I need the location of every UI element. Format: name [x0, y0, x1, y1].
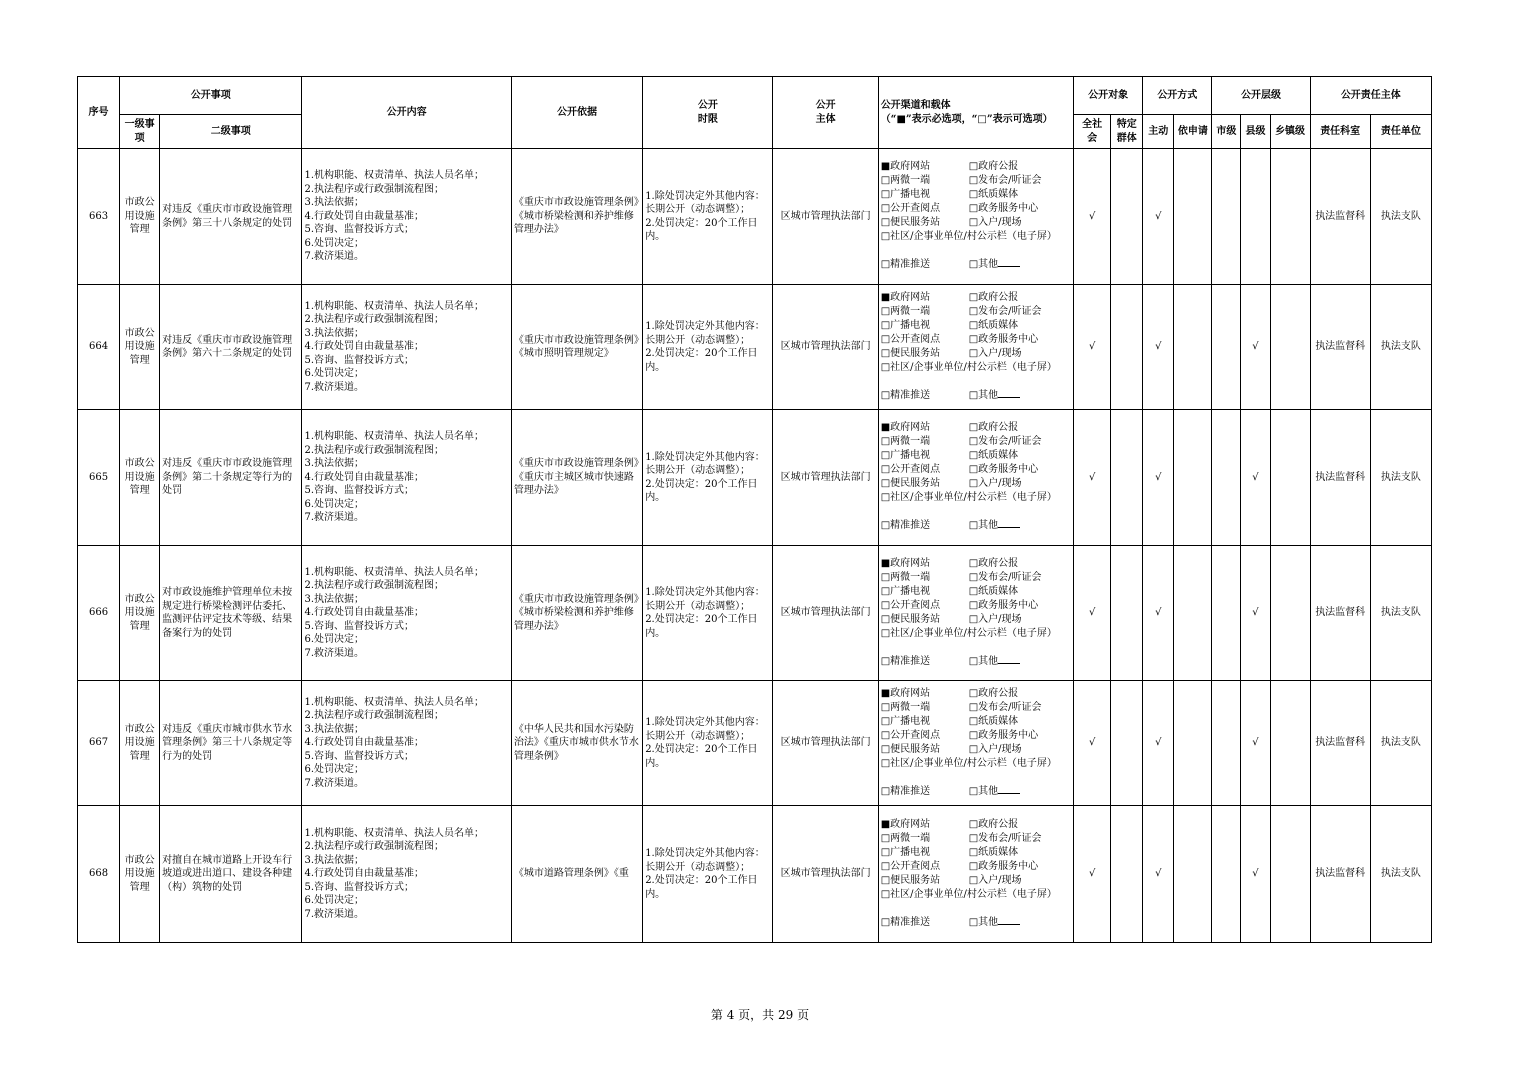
header-subject: 公开 主体 — [773, 77, 878, 149]
row-resp-dept: 执法监督科 — [1310, 806, 1370, 943]
page-footer: 第 4 页，共 29 页 — [710, 1008, 810, 1022]
row-seq: 667 — [78, 681, 120, 806]
content-item: 2.执法程序或行政强制流程图； — [304, 580, 444, 592]
channel-other-label: □其他 — [968, 785, 999, 797]
row-resp-dept: 执法监督科 — [1310, 285, 1370, 410]
row-content — [302, 410, 511, 546]
channel-door: □入户/现场 — [968, 478, 1022, 489]
row-period: 1.除处罚决定外其他内容：长期公开（动态调整）； 2.处罚决定：20个工作日内。 — [643, 410, 773, 546]
content-item: 6.处罚决定； — [304, 368, 364, 380]
channel-service-center: □政务服务中心 — [968, 333, 1039, 345]
content-item: 5.咨询、监督投诉方式； — [304, 224, 414, 236]
header-resp-unit: 责任单位 — [1370, 115, 1431, 149]
row-content — [302, 546, 511, 681]
channel-other-label: □其他 — [968, 916, 999, 928]
channel-gov-gazette: □政府公报 — [968, 687, 1019, 699]
header-target: 公开对象 — [1074, 77, 1143, 115]
row-level-county: √ — [1241, 546, 1270, 681]
channel-paper: □纸质媒体 — [968, 715, 1019, 727]
channel-gov-gazette: □政府公报 — [968, 161, 1019, 172]
content-item: 1.机构职能、权责清单、执法人员名单； — [304, 170, 484, 182]
channel-two-micro: □两微一端 — [880, 701, 931, 713]
channel-community: □社区/企事业单位/村公示栏（电子屏） — [880, 627, 1057, 639]
row-period: 1.除处罚决定外其他内容：长期公开（动态调整）； 2.处罚决定：20个工作日内。 — [643, 546, 773, 681]
row-level-town — [1270, 149, 1310, 285]
channel-other-label: □其他 — [968, 259, 999, 270]
channel-reading-point: □公开查阅点 — [880, 729, 941, 741]
row-content — [302, 806, 511, 943]
channel-gov-site: ■政府网站 — [880, 291, 931, 303]
channel-gov-site: ■政府网站 — [880, 422, 931, 433]
content-item: 5.咨询、监督投诉方式； — [304, 354, 414, 366]
row-subject: 区城市管理执法部门 — [773, 546, 878, 681]
row-level-city — [1212, 149, 1241, 285]
channel-gov-gazette: □政府公报 — [968, 818, 1019, 830]
channel-community: □社区/企事业单位/村公示栏（电子屏） — [880, 492, 1057, 503]
row-resp-unit: 执法支队 — [1370, 285, 1431, 410]
row-level1: 市政公用设施管理 — [120, 546, 160, 681]
channel-service-station: □便民服务站 — [880, 743, 941, 755]
row-target-all: √ — [1074, 410, 1111, 546]
content-item: 3.执法依据； — [304, 593, 364, 605]
row-level-city — [1212, 806, 1241, 943]
channel-precise: □精准推送 — [880, 655, 931, 667]
row-target-all: √ — [1074, 149, 1111, 285]
channel-two-micro: □两微一端 — [880, 571, 931, 583]
row-level1: 市政公用设施管理 — [120, 410, 160, 546]
channel-service-center: □政务服务中心 — [968, 729, 1039, 741]
row-target-group — [1111, 410, 1143, 546]
row-basis: 《重庆市市政设施管理条例》《城市桥梁检测和养护维修管理办法》 — [511, 546, 642, 681]
channel-broadcast: □广播电视 — [880, 189, 931, 200]
row-level-county: √ — [1241, 285, 1270, 410]
channel-service-center: □政务服务中心 — [968, 464, 1039, 475]
channel-service-station: □便民服务站 — [880, 478, 941, 489]
row-level2: 对违反《重庆市市政设施管理条例》第三十八条规定的处罚 — [160, 149, 302, 285]
row-channels — [878, 149, 1073, 285]
content-item: 6.处罚决定； — [304, 764, 364, 776]
row-target-all: √ — [1074, 546, 1111, 681]
channel-precise: □精准推送 — [880, 785, 931, 797]
row-resp-dept: 执法监督科 — [1310, 546, 1370, 681]
content-item: 2.执法程序或行政强制流程图； — [304, 710, 444, 722]
row-channels — [878, 410, 1073, 546]
row-subject: 区城市管理执法部门 — [773, 410, 878, 546]
row-level-town — [1270, 410, 1310, 546]
row-mode-active: √ — [1143, 149, 1174, 285]
row-mode-apply — [1174, 806, 1212, 943]
row-resp-unit: 执法支队 — [1370, 681, 1431, 806]
channel-other — [969, 916, 1020, 930]
row-level-city — [1212, 285, 1241, 410]
header-level1: 一级事项 — [120, 115, 160, 149]
header-channel: 公开渠道和载体 （“■”表示必选项，“□”表示可选项） — [878, 77, 1073, 149]
content-item: 1.机构职能、权责清单、执法人员名单； — [304, 431, 484, 443]
channel-gov-site: ■政府网站 — [880, 818, 931, 830]
row-subject: 区城市管理执法部门 — [773, 149, 878, 285]
disclosure-table — [77, 76, 1432, 943]
channel-door: □入户/现场 — [968, 874, 1022, 886]
row-basis: 《重庆市市政设施管理条例》《重庆市主城区城市快速路管理办法》 — [511, 410, 642, 546]
channel-broadcast: □广播电视 — [880, 585, 931, 597]
channel-door: □入户/现场 — [968, 217, 1022, 228]
content-item: 5.咨询、监督投诉方式； — [304, 620, 414, 632]
row-level-county: √ — [1241, 681, 1270, 806]
channel-two-micro: □两微一端 — [880, 436, 931, 447]
channel-gov-gazette: □政府公报 — [968, 291, 1019, 303]
row-target-group — [1111, 546, 1143, 681]
row-basis: 《重庆市市政设施管理条例》《城市照明管理规定》 — [511, 285, 642, 410]
table-row — [78, 681, 1432, 806]
channel-broadcast: □广播电视 — [880, 846, 931, 858]
row-mode-apply — [1174, 410, 1212, 546]
row-subject: 区城市管理执法部门 — [773, 285, 878, 410]
content-item: 7.救济渠道。 — [304, 251, 364, 263]
header-mode-active: 主动 — [1143, 115, 1174, 149]
row-level-county: √ — [1241, 806, 1270, 943]
row-level-town — [1270, 546, 1310, 681]
channel-two-micro: □两微一端 — [880, 175, 931, 186]
row-channels — [878, 546, 1073, 681]
channel-reading-point: □公开查阅点 — [880, 860, 941, 872]
channel-precise: □精准推送 — [880, 916, 931, 928]
row-resp-dept: 执法监督科 — [1310, 149, 1370, 285]
channel-press: □发布会/听证会 — [968, 175, 1042, 186]
row-target-group — [1111, 806, 1143, 943]
channel-press: □发布会/听证会 — [968, 571, 1042, 583]
row-level-county: √ — [1241, 410, 1270, 546]
row-target-group — [1111, 149, 1143, 285]
row-level1: 市政公用设施管理 — [120, 149, 160, 285]
table-row — [78, 149, 1432, 285]
content-item: 5.咨询、监督投诉方式； — [304, 750, 414, 762]
content-item: 1.机构职能、权责清单、执法人员名单； — [304, 300, 484, 312]
content-item: 6.处罚决定； — [304, 237, 364, 249]
header-level2: 二级事项 — [160, 115, 302, 149]
channel-door: □入户/现场 — [968, 347, 1022, 359]
content-item: 3.执法依据； — [304, 458, 364, 470]
channel-precise: □精准推送 — [880, 520, 931, 531]
channel-two-micro: □两微一端 — [880, 305, 931, 317]
content-item: 7.救济渠道。 — [304, 908, 364, 920]
header-seq: 序号 — [78, 77, 120, 149]
content-item: 2.执法程序或行政强制流程图； — [304, 841, 444, 853]
channel-press: □发布会/听证会 — [968, 436, 1042, 447]
row-mode-apply — [1174, 285, 1212, 410]
channel-paper: □纸质媒体 — [968, 846, 1019, 858]
channel-service-station: □便民服务站 — [880, 613, 941, 625]
channel-service-center: □政务服务中心 — [968, 203, 1039, 214]
header-resp: 公开责任主体 — [1310, 77, 1431, 115]
row-mode-active: √ — [1143, 806, 1174, 943]
row-seq: 664 — [78, 285, 120, 410]
channel-two-micro: □两微一端 — [880, 832, 931, 844]
row-level-city — [1212, 410, 1241, 546]
row-seq: 665 — [78, 410, 120, 546]
channel-door: □入户/现场 — [968, 613, 1022, 625]
row-basis: 《中华人民共和国水污染防治法》《重庆市城市供水节水管理条例》 — [511, 681, 642, 806]
row-level-city — [1212, 546, 1241, 681]
row-mode-apply — [1174, 149, 1212, 285]
row-period: 1.除处罚决定外其他内容：长期公开（动态调整）； 2.处罚决定：20个工作日内。 — [643, 285, 773, 410]
row-content — [302, 149, 511, 285]
row-mode-apply — [1174, 681, 1212, 806]
row-basis: 《城市道路管理条例》《重 — [511, 806, 642, 943]
channel-service-station: □便民服务站 — [880, 347, 941, 359]
header-item-group: 公开事项 — [120, 77, 302, 115]
channel-press: □发布会/听证会 — [968, 305, 1042, 317]
channel-door: □入户/现场 — [968, 743, 1022, 755]
row-mode-apply — [1174, 546, 1212, 681]
channel-service-station: □便民服务站 — [880, 874, 941, 886]
content-item: 4.行政处罚自由裁量基准； — [304, 607, 424, 619]
table-row — [78, 806, 1432, 943]
row-seq: 668 — [78, 806, 120, 943]
channel-press: □发布会/听证会 — [968, 701, 1042, 713]
row-level-city — [1212, 681, 1241, 806]
content-item: 5.咨询、监督投诉方式； — [304, 485, 414, 497]
row-content — [302, 681, 511, 806]
row-level2: 对违反《重庆市市政设施管理条例》第二十条规定等行为的处罚 — [160, 410, 302, 546]
table-row — [78, 410, 1432, 546]
row-subject: 区城市管理执法部门 — [773, 681, 878, 806]
row-level-county — [1241, 149, 1270, 285]
content-item: 3.执法依据； — [304, 854, 364, 866]
row-level2: 对违反《重庆市市政设施管理条例》第六十二条规定的处罚 — [160, 285, 302, 410]
row-seq: 666 — [78, 546, 120, 681]
row-resp-dept: 执法监督科 — [1310, 410, 1370, 546]
row-level2: 对擅自在城市道路上开设车行坡道或进出道口、建设各种建（构）筑物的处罚 — [160, 806, 302, 943]
row-level2: 对违反《重庆市城市供水节水管理条例》第三十八条规定等行为的处罚 — [160, 681, 302, 806]
channel-paper: □纸质媒体 — [968, 189, 1019, 200]
header-level-town: 乡镇级 — [1270, 115, 1310, 149]
channel-precise: □精准推送 — [880, 259, 931, 270]
row-period: 1.除处罚决定外其他内容：长期公开（动态调整）； 2.处罚决定：20个工作日内。 — [643, 681, 773, 806]
row-mode-active: √ — [1143, 681, 1174, 806]
row-mode-active: √ — [1143, 285, 1174, 410]
channel-gov-gazette: □政府公报 — [968, 557, 1019, 569]
channel-reading-point: □公开查阅点 — [880, 464, 941, 475]
row-resp-unit: 执法支队 — [1370, 410, 1431, 546]
channel-reading-point: □公开查阅点 — [880, 599, 941, 611]
content-item: 5.咨询、监督投诉方式； — [304, 881, 414, 893]
row-target-group — [1111, 681, 1143, 806]
channel-reading-point: □公开查阅点 — [880, 333, 941, 345]
content-item: 2.执法程序或行政强制流程图； — [304, 183, 444, 195]
channel-community: □社区/企事业单位/村公示栏（电子屏） — [880, 888, 1057, 900]
channel-paper: □纸质媒体 — [968, 450, 1019, 461]
row-level2: 对市政设施维护管理单位未按规定进行桥梁检测评估委托、监测评估评定技术等级、结果备案行为的处罚 — [160, 546, 302, 681]
header-period: 公开 时限 — [643, 77, 773, 149]
row-level-town — [1270, 806, 1310, 943]
channel-service-center: □政务服务中心 — [968, 599, 1039, 611]
content-item: 1.机构职能、权责清单、执法人员名单； — [304, 566, 484, 578]
channel-service-center: □政务服务中心 — [968, 860, 1039, 872]
content-item: 4.行政处罚自由裁量基准； — [304, 341, 424, 353]
channel-other — [969, 519, 1020, 533]
channel-other — [969, 258, 1020, 272]
row-resp-unit: 执法支队 — [1370, 149, 1431, 285]
channel-community: □社区/企事业单位/村公示栏（电子屏） — [880, 757, 1057, 769]
content-item: 4.行政处罚自由裁量基准； — [304, 471, 424, 483]
content-item: 4.行政处罚自由裁量基准； — [304, 737, 424, 749]
content-item: 2.执法程序或行政强制流程图； — [304, 314, 444, 326]
row-mode-active: √ — [1143, 410, 1174, 546]
table-row — [78, 285, 1432, 410]
row-channels — [878, 681, 1073, 806]
content-item: 3.执法依据； — [304, 327, 364, 339]
content-item: 7.救济渠道。 — [304, 647, 364, 659]
content-item: 7.救济渠道。 — [304, 512, 364, 524]
channel-community: □社区/企事业单位/村公示栏（电子屏） — [880, 361, 1057, 373]
channel-other-label: □其他 — [968, 520, 999, 531]
channel-gov-site: ■政府网站 — [880, 161, 931, 172]
row-level1: 市政公用设施管理 — [120, 806, 160, 943]
content-item: 4.行政处罚自由裁量基准； — [304, 868, 424, 880]
channel-other — [969, 785, 1020, 799]
channel-other — [969, 389, 1020, 403]
row-resp-dept: 执法监督科 — [1310, 681, 1370, 806]
row-period: 1.除处罚决定外其他内容：长期公开（动态调整）； 2.处罚决定：20个工作日内。 — [643, 806, 773, 943]
content-item: 6.处罚决定； — [304, 498, 364, 510]
header-basis: 公开依据 — [511, 77, 642, 149]
row-content — [302, 285, 511, 410]
row-target-all: √ — [1074, 681, 1111, 806]
header-target-all: 全社会 — [1074, 115, 1111, 149]
channel-paper: □纸质媒体 — [968, 585, 1019, 597]
channel-community: □社区/企事业单位/村公示栏（电子屏） — [880, 231, 1057, 242]
content-item: 3.执法依据； — [304, 197, 364, 209]
channel-other — [969, 655, 1020, 669]
content-item: 4.行政处罚自由裁量基准； — [304, 210, 424, 222]
content-item: 2.执法程序或行政强制流程图； — [304, 444, 444, 456]
row-level1: 市政公用设施管理 — [120, 285, 160, 410]
row-channels — [878, 285, 1073, 410]
channel-precise: □精准推送 — [880, 389, 931, 401]
header-level-city: 市级 — [1212, 115, 1241, 149]
channel-reading-point: □公开查阅点 — [880, 203, 941, 214]
row-resp-unit: 执法支队 — [1370, 806, 1431, 943]
row-channels — [878, 806, 1073, 943]
row-level-town — [1270, 681, 1310, 806]
channel-paper: □纸质媒体 — [968, 319, 1019, 331]
row-resp-unit: 执法支队 — [1370, 546, 1431, 681]
content-item: 6.处罚决定； — [304, 895, 364, 907]
channel-broadcast: □广播电视 — [880, 715, 931, 727]
content-item: 1.机构职能、权责清单、执法人员名单； — [304, 827, 484, 839]
content-item: 1.机构职能、权责清单、执法人员名单； — [304, 696, 484, 708]
channel-other-label: □其他 — [968, 655, 999, 667]
header-mode-apply: 依申请 — [1174, 115, 1212, 149]
row-level-town — [1270, 285, 1310, 410]
channel-gov-site: ■政府网站 — [880, 687, 931, 699]
content-item: 7.救济渠道。 — [304, 777, 364, 789]
header-level-county: 县级 — [1241, 115, 1270, 149]
channel-gov-gazette: □政府公报 — [968, 422, 1019, 433]
channel-other-label: □其他 — [968, 389, 999, 401]
header-content: 公开内容 — [302, 77, 511, 149]
row-subject: 区城市管理执法部门 — [773, 806, 878, 943]
channel-service-station: □便民服务站 — [880, 217, 941, 228]
row-mode-active: √ — [1143, 546, 1174, 681]
row-target-all: √ — [1074, 285, 1111, 410]
content-item: 6.处罚决定； — [304, 634, 364, 646]
header-target-group: 特定群体 — [1111, 115, 1143, 149]
header-mode: 公开方式 — [1143, 77, 1212, 115]
channel-broadcast: □广播电视 — [880, 450, 931, 461]
header-resp-dept: 责任科室 — [1310, 115, 1370, 149]
table-row — [78, 546, 1432, 681]
row-target-all: √ — [1074, 806, 1111, 943]
content-item: 7.救济渠道。 — [304, 381, 364, 393]
row-period: 1.除处罚决定外其他内容：长期公开（动态调整）； 2.处罚决定：20个工作日内。 — [643, 149, 773, 285]
channel-gov-site: ■政府网站 — [880, 557, 931, 569]
header-level: 公开层级 — [1212, 77, 1310, 115]
content-item: 3.执法依据； — [304, 723, 364, 735]
row-basis: 《重庆市市政设施管理条例》《城市桥梁检测和养护维修管理办法》 — [511, 149, 642, 285]
row-level1: 市政公用设施管理 — [120, 681, 160, 806]
channel-press: □发布会/听证会 — [968, 832, 1042, 844]
row-seq: 663 — [78, 149, 120, 285]
row-target-group — [1111, 285, 1143, 410]
channel-broadcast: □广播电视 — [880, 319, 931, 331]
